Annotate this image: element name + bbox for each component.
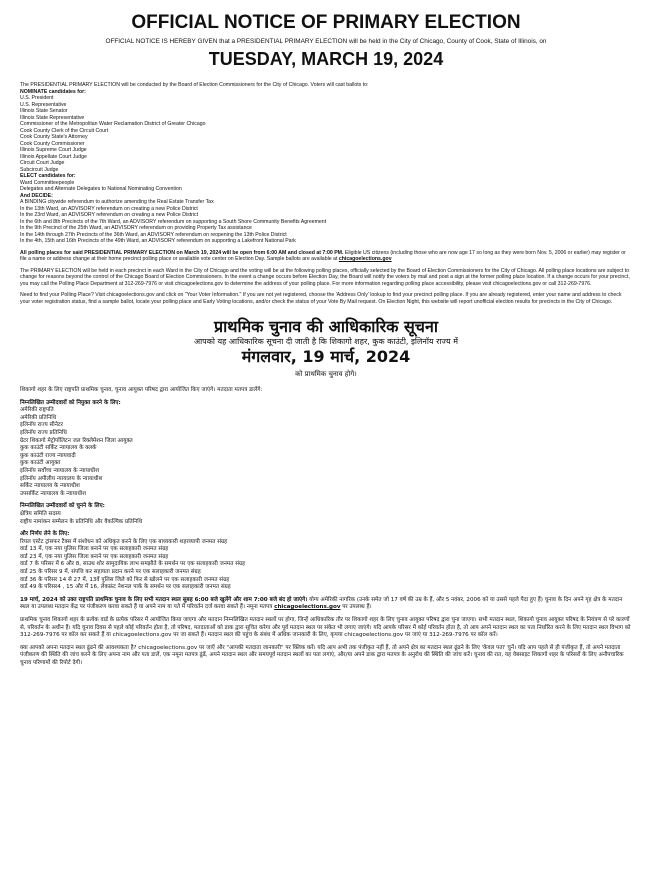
hindi-polls-paragraph bbox=[20, 597, 632, 612]
list-item: Ward Committeepeople bbox=[20, 179, 75, 186]
list-item: In the 14th through 27th Precincts of the 36th Ward, an ADVISORY referendum on reopening the 13th Police District bbox=[20, 231, 287, 238]
hindi-nominate-list bbox=[20, 407, 632, 498]
polls-hours: All polling places for said PRESIDENTIAL PRIMARY ELECTION on March 19, 2024 will be open from 6:00 AM and closed at 7:00 PM. bbox=[20, 249, 344, 256]
list-item: Delegates and Alternate Delegates to National Nominating Convention bbox=[20, 186, 182, 192]
list-item: अमेरिकी राष्ट्रपति bbox=[20, 407, 54, 414]
elect-list bbox=[20, 180, 632, 193]
hindi-find-polling-place-paragraph: क्या आपको अपना मतदान स्थल ढूंढने की आवश्यकता है? chicagoelections.gov पर जाएँ और "आपकी मतदाता जानकारी" पर क्लिक करें। यदि आप अभी तक पंजीकृत नहीं हैं, तो अपने क्षेत्र का मतदान स्थल ढूंढने के लिए 'केवल पता' चुनें। यदि आप पहले से ही पंजीकृत हैं, तो अपने मतदाता पंजीकरण की स्थिति की जांच करने के लिए अपना नाम और पता डालें, एक नमूना मतपत्र ढूंढें, अपने मतदान स्थल और समयपूर्व मतदान स्थलों का पता लगाएं, और/या अपने डाक द्वारा मतपत्र के अनुरोध की स्थिति की जांच करें। चुनाव की रात, यह वेबसाइट शिकागो शहर के परिसरों के लिए अनौपचारिक चुनाव परिणामों की रिपोर्ट देगी। bbox=[20, 644, 624, 666]
list-item: सर्किट न्यायालय के न्यायाधीश bbox=[20, 483, 80, 490]
polls-registration: Eligible US citizens (including those who are now age 17 so long as they were born Nov. 5, 2006 or earlier) may register or file a name or address change at their home precinct polling place or available vote center on Election Day. Sample ballots are available at bbox=[20, 249, 626, 262]
list-item: इलिनॉय राज्य प्रतिनिधि bbox=[20, 429, 67, 436]
list-item: Illinois Supreme Court Judge bbox=[20, 147, 87, 153]
list-item: वार्ड 7 के परिसर में 6 और 8, साउथ शोर सामुदायिक लाभ समझौते के समर्थन पर एक सलाहकारी जनमत संग्रह bbox=[20, 561, 246, 568]
list-item: Cook County Clerk of the Circuit Court bbox=[20, 127, 109, 134]
list-item: Illinois State Senator bbox=[20, 108, 68, 114]
hindi-decide-list bbox=[20, 539, 632, 592]
election-date: TUESDAY, MARCH 19, 2024 bbox=[208, 49, 444, 69]
list-item: Cook County State's Attorney bbox=[20, 134, 88, 140]
hindi-elect-heading: निम्नलिखित उम्मीदवारों को चुनने के लिए: bbox=[20, 503, 105, 510]
hindi-nominate-heading: निम्नलिखित उम्मीदवारों को नियुक्त करने के लिए: bbox=[20, 399, 121, 406]
list-item: A BINDING citywide referendum to authorize amending the Real Estate Transfer Tax bbox=[20, 199, 214, 205]
list-item: U.S. President bbox=[20, 95, 54, 101]
hindi-polls-hours: 19 मार्च, 2024 को उक्त राष्ट्रपति प्राथमिक चुनाव के लिए सभी मतदान स्थल सुबह 6:00 बजे खुलेंगे और शाम 7:00 बजे बंद हो जाएंगे। bbox=[20, 596, 308, 603]
decide-heading: And DECIDE: bbox=[20, 192, 53, 199]
list-item: Illinois State Representative bbox=[20, 114, 85, 121]
list-item: कुक काउंटी आयुक्त bbox=[20, 460, 61, 467]
list-item: रियल एस्टेट ट्रांसफर टैक्स में संशोधन को अधिकृत करने के लिए एक बाध्यकारी शहरव्यापी जनमत संग्रह bbox=[20, 538, 228, 545]
hindi-polling-places-paragraph: प्राथमिक चुनाव शिकागो शहर के प्रत्येक वार्ड के प्रत्येक परिसर में आयोजित किया जाएगा और मतदान निम्नलिखित मतदान स्थलों पर होगा, जिन्हें आधिकारिक तौर पर शिकागो शहर के लिए चुनाव आयुक्त परिषद द्वारा चुना जाएगा। सभी मतदान स्थल, शिकागो चुनाव आयुक्त परिषद के नियंत्रण से परे कारणों से, परिवर्तन के अधीन हैं। यदि चुनाव दिवस से पहले कोई परिवर्तन होता है, तो परिषद, मतदाताओं को डाक द्वारा सूचित करेगा और पूर्व मतदान स्थल पर संकेत भी लगाए जाएंगे। यदि आपके परिसर में कोई परिवर्तन होता है, तो आप अपने मतदान स्थल का पता निर्धारित करने के लिए मतदान स्थल विभाग को 312-269-7976 पर कॉल कर सकते हैं या chicagoelections.gov पर जा सकते हैं। मतदान स्थल की पहुंच के संबंध में अधिक जानकारी के लिए, कृपया chicagoelections.gov पर जाएं या 312-269-7976 पर कॉल करें। bbox=[20, 617, 631, 639]
hindi-notice-subtitle: आपको यह आधिकारिक सूचना दी जाती है कि शिकागो शहर, कुक काउंटी, इलिनॉय राज्य में bbox=[194, 337, 458, 346]
nominate-heading: NOMINATE candidates for: bbox=[20, 88, 86, 95]
list-item: वार्ड 49 के परिसर4 , 15 और में 16, लेकफ्रंट नेशनल पार्क के समर्थन पर एक सलाहकारी जनमत संग्रह bbox=[20, 584, 231, 591]
list-item: वार्ड 23 में, एक नया पुलिस जिला बनाने पर एक सलाहकारी जनमत संग्रह bbox=[20, 553, 169, 560]
list-item: ग्रेटर शिकागो मेट्रोपॉलिटन जल रिक्लेमेशन जिला आयुक्त bbox=[20, 437, 133, 444]
list-item: In the 13th Ward, an ADVISORY referendum on creating a new Police District bbox=[20, 205, 198, 212]
list-item: Commissioner of the Metropolitan Water Reclamation District of Greater Chicago bbox=[20, 121, 206, 127]
hindi-polls-end: पर उपलब्ध हैं। bbox=[340, 604, 372, 611]
list-item: वार्ड 36 के परिसर 14 से 27 में, 13वें पुलिस जिले को फिर से खोलने पर एक सलाहकारी जनमत संग्रह bbox=[20, 576, 230, 583]
hindi-polls-registration: योग्य अमेरिकी नागरिक (उनके समेत जो 17 वर्ष की उम्र के हैं, और 5 नवंबर, 2006 को या उससे पहले पैदा हुए हैं) चुनाव के दिन अपने गृह क्षेत्र के मतदान स्थल या उपलब्ध मतदान केंद्र पर पंजीकरण करवा सकते हैं या अपने नाम या पते में परिवर्तन दर्ज करवा सकते हैं। नमूना मतपत्र bbox=[20, 596, 623, 611]
list-item: कुक काउंटी सर्किट न्यायालय के क्लर्क bbox=[20, 445, 97, 452]
list-item: In the 23rd Ward, an ADVISORY referendum on creating a new Police District bbox=[20, 212, 199, 218]
list-item: In the 4th, 15th and 16th Precincts of the 49th Ward, an ADVISORY referendum on supporting a Lakefront National Park bbox=[20, 238, 296, 244]
notice-title: OFFICIAL NOTICE OF PRIMARY ELECTION bbox=[131, 12, 521, 33]
list-item: अमेरिकी प्रतिनिधि bbox=[20, 414, 57, 421]
list-item: वार्ड 13 में, एक नया पुलिस जिला बनाने पर एक सलाहकारी जनमत संग्रह bbox=[20, 546, 169, 553]
list-item: इलिनॉय राज्य सीनेटर bbox=[20, 422, 63, 429]
list-item: इलिनॉय सर्वोच्च न्यायालय के न्यायाधीश bbox=[20, 467, 99, 474]
english-body bbox=[20, 82, 632, 305]
hindi-decide-heading: और निर्णय लेने के लिए: bbox=[20, 531, 70, 538]
find-polling-place-paragraph: Need to find your Polling Place? Visit chicagoelections.gov and click on "Your Voter Information." If you are not yet registered, choose the 'Address Only' lookup to find your precinct polling place. If you are already registered, enter your name and address to check your voter registration status, find a sample ballot, locate your polling place and Early Voting locations, and/or check the status of your Vote By Mail request. On Election Night, this website will report unofficial election results for precincts in the City of Chicago. bbox=[20, 292, 622, 305]
list-item: राष्ट्रीय नामांकन सम्मेलन के प्रतिनिधि और वैकल्पिक प्रतिनिधि bbox=[20, 518, 143, 525]
decide-list bbox=[20, 199, 632, 245]
nominate-list bbox=[20, 95, 632, 173]
list-item: Illinois Appellate Court Judge bbox=[20, 153, 87, 160]
list-item: Subcircuit Judge bbox=[20, 166, 59, 173]
list-item: कुक काउंटी राज्य न्यायवादी bbox=[20, 452, 76, 459]
notice-subtitle: OFFICIAL NOTICE IS HEREBY GIVEN that a PRESIDENTIAL PRIMARY ELECTION will be held in the City of Chicago, County of Cook, State of Illinois, on bbox=[105, 38, 547, 45]
list-item: उपसर्किट न्यायालय के न्यायाधीश bbox=[20, 490, 87, 497]
hindi-date-suffix: को प्राथमिक चुनाव होगे। bbox=[295, 370, 357, 378]
list-item: इलिनॉय अपीलीय न्यायालय के न्यायाधीश bbox=[20, 475, 103, 482]
hindi-website-link[interactable]: chicagoelections.gov bbox=[274, 604, 341, 611]
list-item: In the 6th and 8th Precincts of the 7th Ward, an ADVISORY referendum on supporting a South Shore Community Benefits Agreement bbox=[20, 218, 327, 225]
polling-places-paragraph: The PRIMARY ELECTION will be held in each precinct in each Ward in the City of Chicago and the voting will be at the following polling places, officially selected by the Board of Election Commissioners for the City of Chicago. All polling place locations are subject to change for reasons beyond the control of the Chicago Board of Election Commissioners. In the event a change occurs before Election Day, the Board will notify the voters by mail and post a sign at the former polling place location. If a change occurs for your precinct, you may call the Polling Place Department at 312-269-7976 or visit chicagoelections.gov to determine the address of your polling place. For more information regarding polling place accessibility, please visit chicagoelections.gov or call 312-269-7976. bbox=[20, 267, 630, 287]
list-item: Circuit Court Judge bbox=[20, 160, 65, 166]
polls-paragraph bbox=[20, 250, 632, 263]
elect-heading: ELECT candidates for: bbox=[20, 173, 76, 179]
hindi-notice-title: प्राथमिक चुनाव की आधिकारिक सूचना bbox=[213, 317, 438, 336]
hindi-elect-list bbox=[20, 511, 632, 526]
list-item: Cook County Commissioner bbox=[20, 140, 85, 147]
notice-page bbox=[20, 12, 632, 668]
website-link[interactable]: chicagoelections.gov bbox=[338, 256, 392, 262]
list-item: क्षेत्रिय समिति सदस्य bbox=[20, 510, 61, 517]
hindi-body bbox=[20, 387, 632, 668]
list-item: वार्ड 25 के परिसर 9 में, संपत्ति कर सहायता प्रदान करने पर एक सलाहकारी जनमत संग्रह bbox=[20, 569, 201, 576]
list-item: U.S. Representative bbox=[20, 101, 67, 108]
hindi-intro-text: शिकागो शहर के लिए राष्ट्रपति प्राथमिक चुनाव, चुनाव आयुक्त परिषद द्वारा आयोजित किए जाएंगे। मतदाता मतपत्र डालेंगे: bbox=[20, 387, 263, 393]
list-item: In the 9th Precinct of the 25th Ward, an ADVISORY referendum on providing Property Tax assistance bbox=[20, 225, 252, 231]
hindi-election-date: मंगलवार, 19 मार्च, 2024 bbox=[241, 347, 411, 366]
intro-text: The PRESIDENTIAL PRIMARY ELECTION will be conducted by the Board of Election Commissioners for the City of Chicago. Voters will cast ballots to: bbox=[20, 82, 369, 88]
